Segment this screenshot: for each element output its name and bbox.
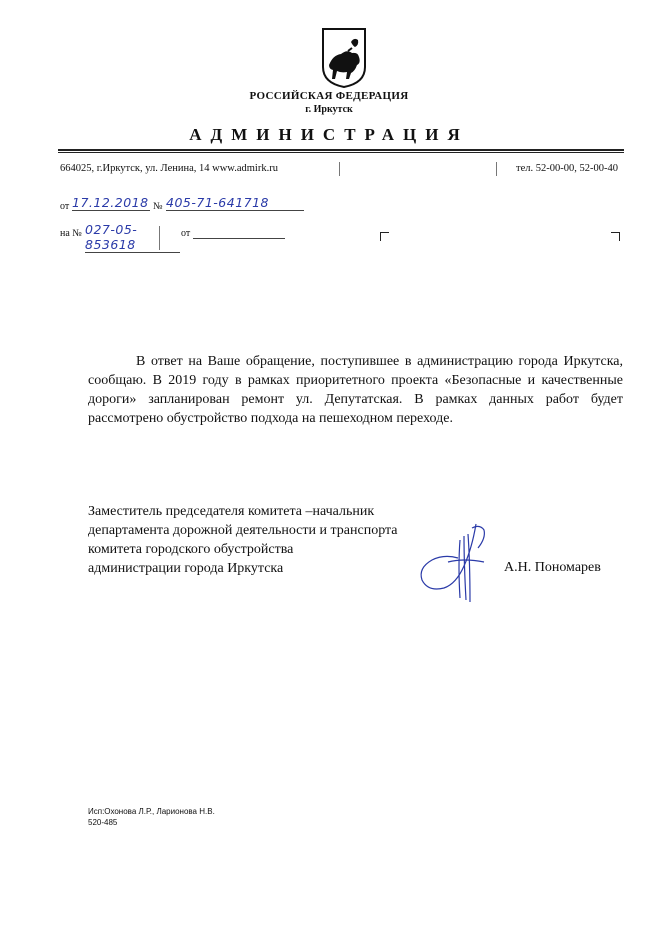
in-reply-to-date-blank bbox=[193, 230, 285, 239]
in-reply-to-value: 027-05-853618 bbox=[85, 222, 180, 253]
signer-position-line: комитета городского обустройства bbox=[88, 542, 294, 557]
number-label: № bbox=[153, 201, 163, 212]
header-divider-thin bbox=[58, 152, 624, 153]
letterhead-title: АДМИНИСТРАЦИЯ bbox=[189, 125, 469, 144]
executor-info bbox=[88, 806, 215, 828]
date-label: от bbox=[60, 201, 70, 212]
signer-position-line: департамента дорожной деятельности и транспорта bbox=[88, 523, 398, 538]
in-reply-to-label: на № bbox=[60, 228, 82, 239]
country-name: РОССИЙСКАЯ ФЕДЕРАЦИЯ bbox=[249, 90, 409, 102]
contacts-separator bbox=[496, 162, 497, 176]
contact-phone: тел. 52-00-00, 52-00-40 bbox=[516, 163, 618, 174]
contact-address: 664025, г.Иркутск, ул. Ленина, 14 www.admirk.ru bbox=[60, 163, 278, 174]
date-value: 17.12.2018 bbox=[72, 195, 149, 210]
signer-position bbox=[88, 502, 398, 578]
signer-name: А.Н. Пономарев bbox=[504, 560, 601, 575]
executor-names: Исп:Охонова Л.Р., Ларионова Н.В. bbox=[88, 807, 215, 816]
header-divider bbox=[58, 149, 624, 151]
city-name: г. Иркутск bbox=[305, 104, 353, 115]
handwritten-signature bbox=[414, 518, 494, 606]
reference-separator bbox=[159, 226, 160, 250]
signer-position-line: Заместитель председателя комитета –начальник bbox=[88, 504, 375, 519]
addressee-corner-mark bbox=[380, 232, 389, 241]
irkutsk-coat-of-arms-icon bbox=[321, 27, 367, 89]
in-reply-to-date-label: от bbox=[181, 228, 191, 239]
number-value: 405-71-641718 bbox=[166, 195, 304, 211]
executor-phone: 520-485 bbox=[88, 818, 118, 827]
contacts-separator bbox=[339, 162, 340, 176]
signer-position-line: администрации города Иркутска bbox=[88, 561, 284, 576]
letter-body: В ответ на Ваше обращение, поступившее в администрацию города Иркутска, сообщаю. В 2019 году в рамках приоритетного проекта «Безопасные и качественные дороги» запланирован ремонт ул. Депутатская. В рамках данных работ будет рассмотрено обустройство подхода на пешеходном переходе. bbox=[88, 354, 623, 426]
addressee-corner-mark bbox=[611, 232, 620, 241]
addressee-block bbox=[380, 232, 620, 322]
